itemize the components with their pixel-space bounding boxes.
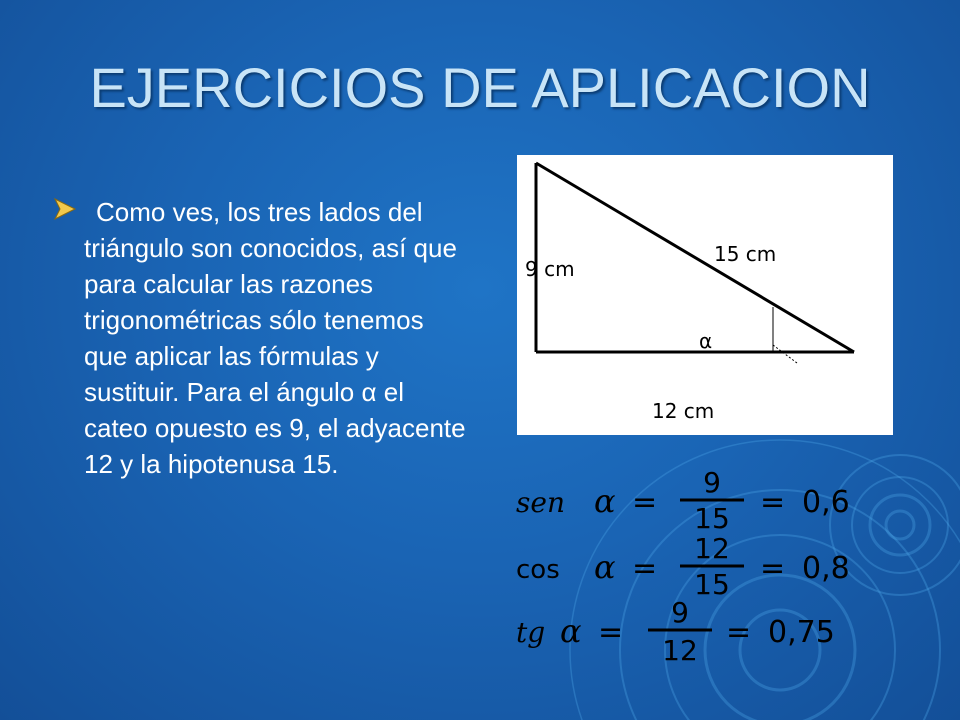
side-vertical-label: 9 cm bbox=[525, 257, 575, 281]
formula-sen-numerator: 9 bbox=[703, 470, 721, 499]
formula-cos-denominator: 15 bbox=[694, 568, 730, 601]
side-base-label: 12 cm bbox=[652, 399, 715, 423]
formula-cos-angle: α bbox=[594, 548, 616, 586]
triangle-figure bbox=[517, 155, 893, 435]
formula-cos bbox=[516, 532, 850, 601]
angle-label: α bbox=[699, 329, 713, 353]
formula-tg bbox=[516, 596, 835, 667]
svg-text:=: = bbox=[598, 615, 624, 650]
arrow-bullet-icon bbox=[52, 196, 78, 222]
formula-tg-denominator: 12 bbox=[662, 634, 698, 667]
svg-text:=: = bbox=[760, 551, 786, 586]
formula-cos-result: 0,8 bbox=[802, 551, 850, 586]
bullet-text: Como ves, los tres lados del triángulo son conocidos, así que para calcular las razones trigonométricas sólo tenemos que aplicar las fórmulas y sustituir. Para el ángulo α el cateo opuesto es 9, el adyacente 12 y la hipotenusa 15. bbox=[84, 197, 466, 479]
formulas bbox=[512, 470, 892, 670]
formula-tg-numerator: 9 bbox=[671, 596, 689, 629]
slide-title: EJERCICIOS DE APLICACION bbox=[89, 56, 871, 119]
formula-sen-result: 0,6 bbox=[802, 485, 850, 520]
formula-sen-func: sen bbox=[516, 486, 565, 519]
formula-sen bbox=[516, 470, 850, 535]
formula-cos-numerator: 12 bbox=[694, 532, 730, 565]
svg-text:=: = bbox=[726, 615, 752, 650]
triangle-diagram bbox=[517, 155, 893, 435]
svg-text:=: = bbox=[632, 485, 658, 520]
formula-cos-func: cos bbox=[516, 555, 560, 585]
side-hypotenuse-label: 15 cm bbox=[714, 242, 777, 266]
formula-sen-denominator: 15 bbox=[694, 502, 730, 535]
svg-text:=: = bbox=[760, 485, 786, 520]
formula-tg-func: tg bbox=[516, 616, 546, 649]
formula-tg-angle: α bbox=[560, 612, 582, 650]
formula-sen-angle: α bbox=[594, 482, 616, 520]
formula-tg-result: 0,75 bbox=[768, 615, 835, 650]
svg-text:=: = bbox=[632, 551, 658, 586]
